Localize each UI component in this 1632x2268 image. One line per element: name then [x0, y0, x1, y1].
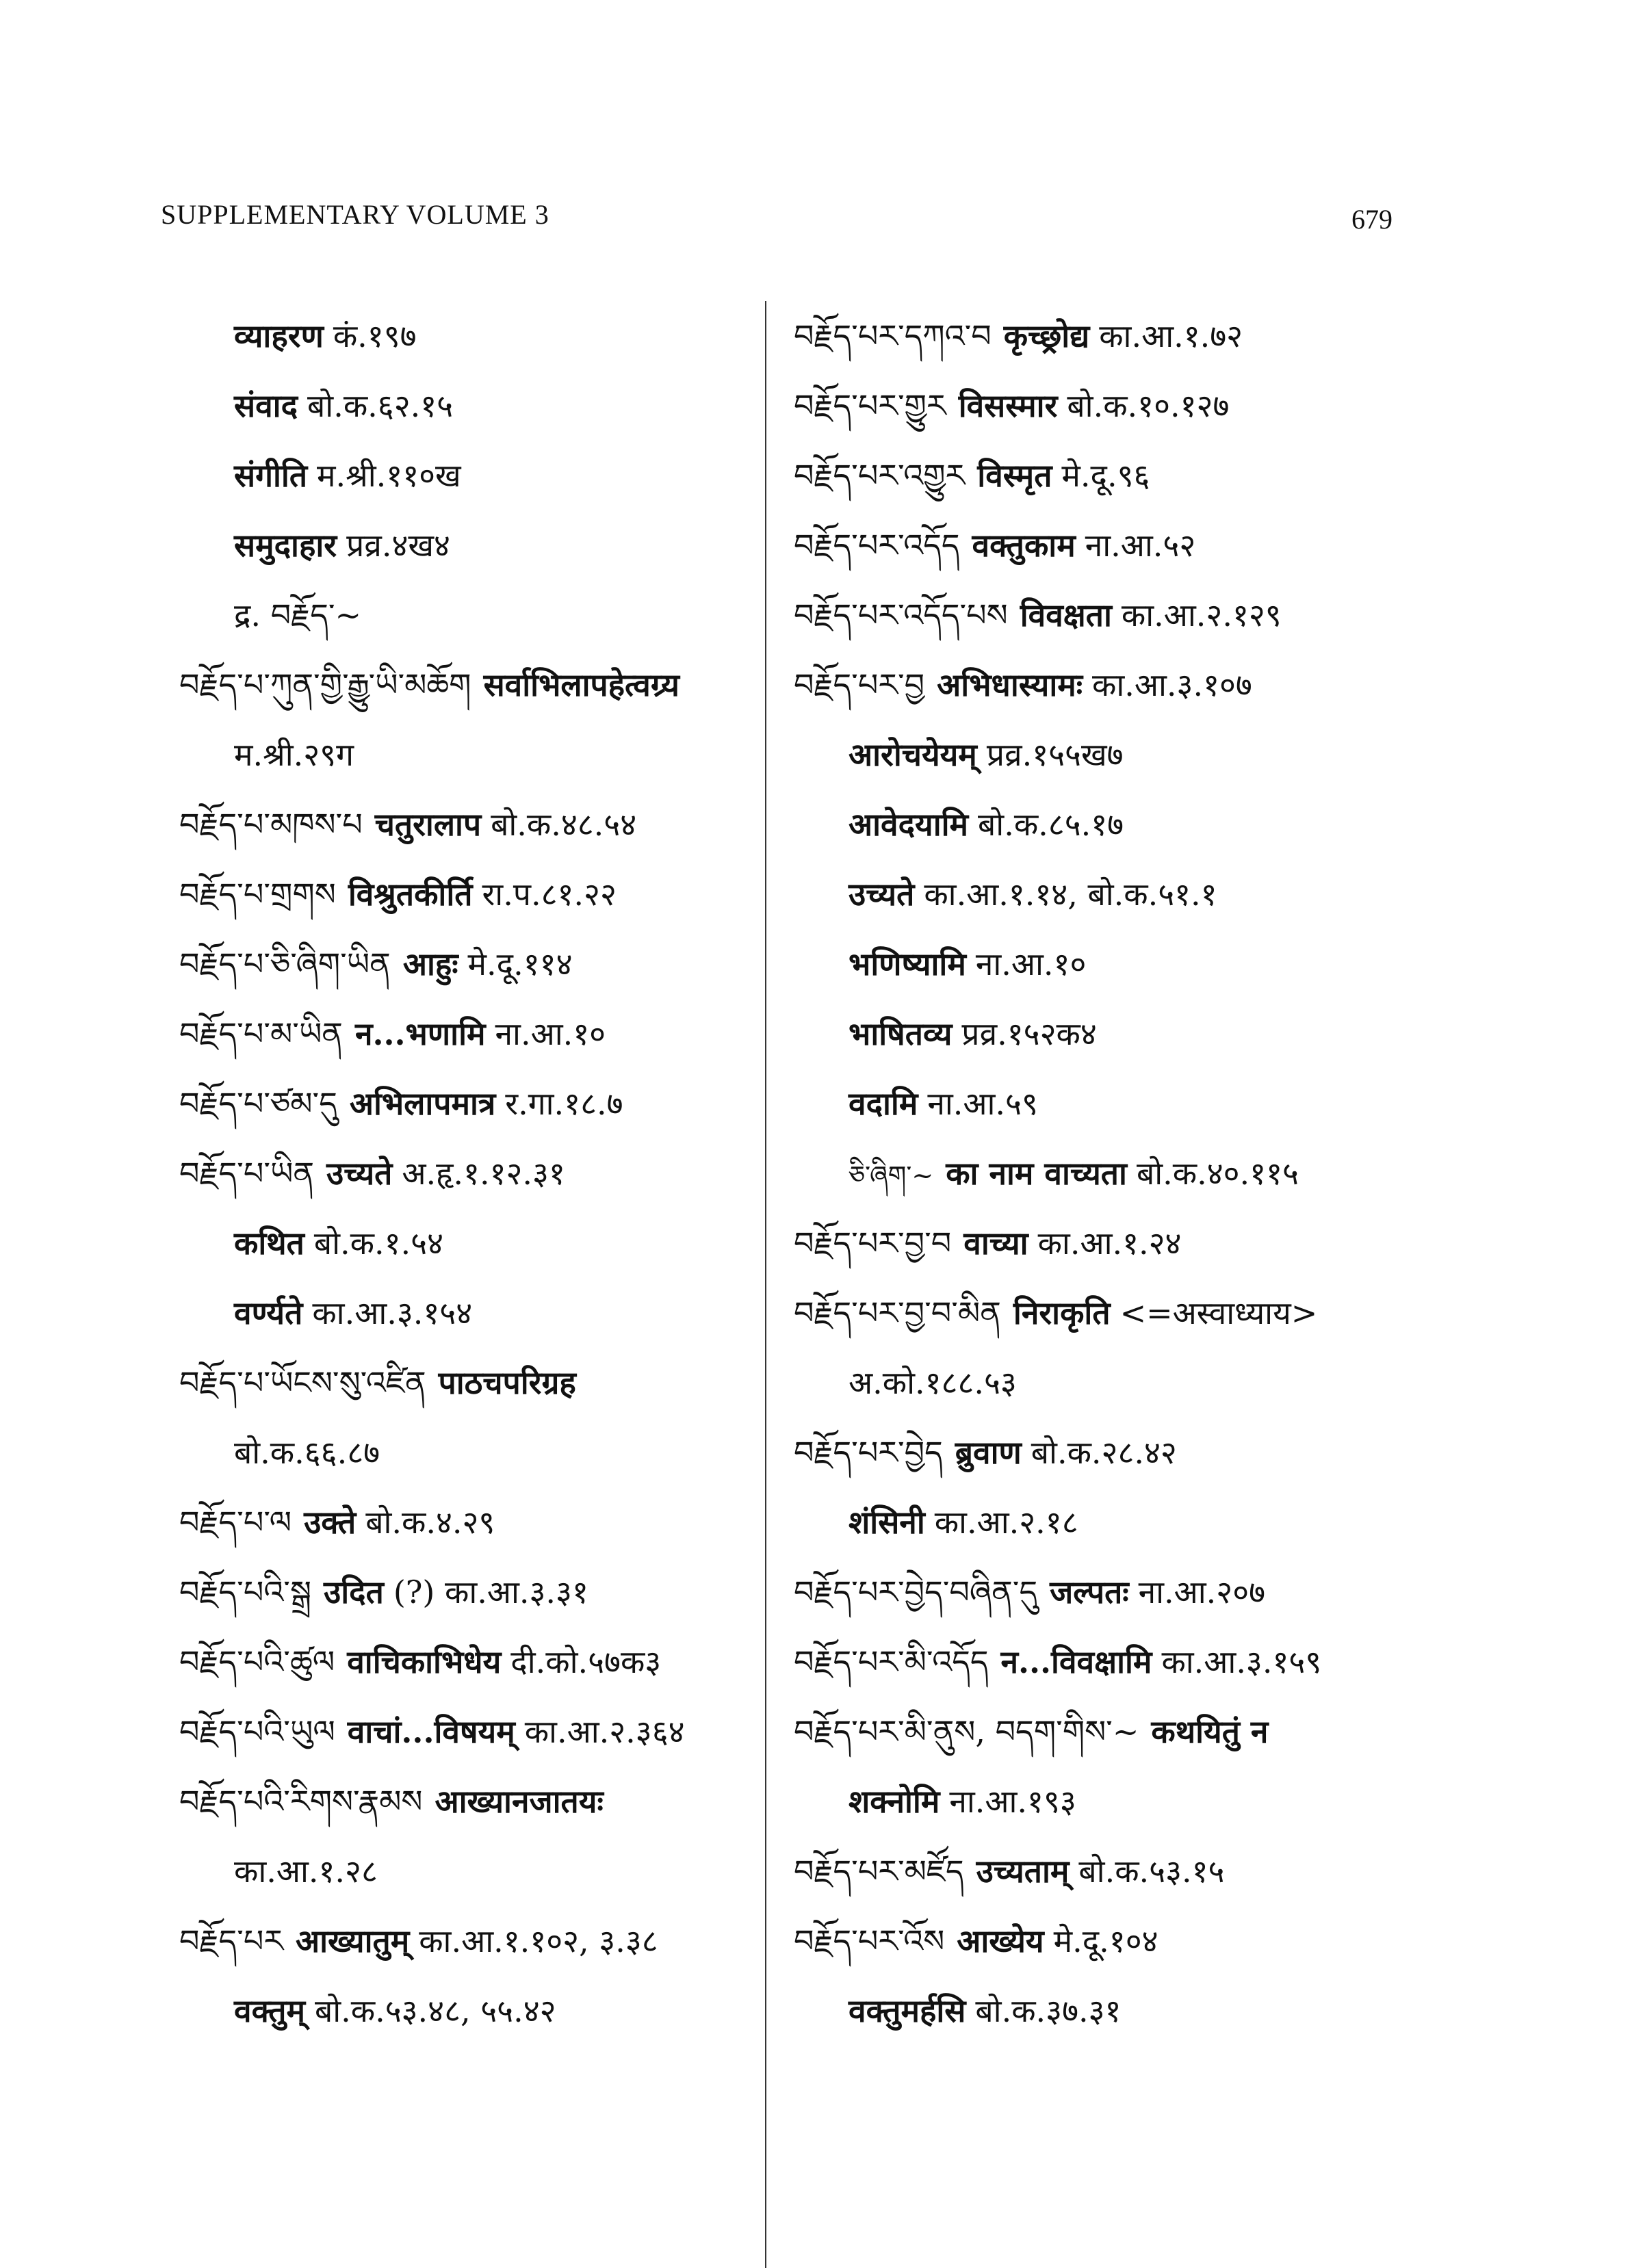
dictionary-entry [179, 301, 829, 371]
entry-tibetan-headword: བརྗོད་པའི་ཡུལ [179, 1713, 335, 1750]
dictionary-entry [794, 1976, 1437, 2046]
entry-reference: बो.क.५३.१५ [1078, 1853, 1225, 1890]
entry-sanskrit-term: आख्येय [957, 1922, 1044, 1959]
entry-sanskrit-term: कृच्छ्रोद्य [1003, 317, 1090, 354]
dictionary-entry [794, 1278, 1437, 1348]
entry-tibetan-headword: བརྗོད་པར་འོས [794, 1922, 945, 1959]
dictionary-entry [179, 371, 829, 441]
entry-sanskrit-term: समुदाहार [234, 527, 337, 564]
entry-tibetan-headword: བརྗོད་པར་འདོད་པས [794, 597, 1008, 634]
entry-reference: बो.क.८५.१७ [978, 806, 1124, 843]
entry-reference: र.गा.१८.७ [505, 1085, 623, 1122]
entry-sanskrit-term: कथित [234, 1225, 305, 1262]
entry-reference: ना.आ.१० [975, 946, 1087, 982]
entry-sanskrit-term: जल्पतः [1050, 1574, 1129, 1611]
entry-tibetan-headword: བརྗོད་པར [179, 1922, 283, 1959]
entry-reference: मे.दू.९६ [1061, 457, 1150, 494]
entry-reference: ना.आ.५२ [1085, 527, 1196, 564]
entry-tibetan-headword: བརྗོད་པར་བྱེད [794, 1434, 943, 1471]
entry-sanskrit-term: भाषितव्य [849, 1015, 953, 1052]
entry-sanskrit-term: अभिलापमात्र [349, 1085, 496, 1122]
dictionary-entry [179, 1697, 829, 1767]
entry-reference: बो.क.१.५४ [313, 1225, 443, 1262]
dictionary-entry [794, 999, 1437, 1069]
entry-sanskrit-term: आवेदयामि [849, 806, 969, 843]
entry-sanskrit-term: उदित [324, 1574, 384, 1611]
entry-sanskrit-term: उक्ते [304, 1504, 357, 1541]
dictionary-entry [179, 650, 829, 720]
entry-reference: बो.क.३७.३१ [975, 1992, 1122, 2029]
dictionary-entry [179, 720, 829, 790]
entry-sanskrit-term: न...भणामि [354, 1015, 486, 1052]
dictionary-entry [179, 1138, 829, 1208]
entry-tibetan-headword: བརྗོད་པའི་སྒྲ [179, 1574, 312, 1611]
entry-tibetan-headword: བརྗོད་པ་ཀུན་གྱི་རྒྱུ་ཡི་མཆོག [179, 666, 471, 703]
dictionary-entry [179, 1976, 829, 2046]
dictionary-entry [179, 929, 829, 999]
entry-tibetan-headword: བརྗོད་པ་མ་ཡིན [179, 1015, 343, 1052]
dictionary-entry [179, 580, 829, 650]
entry-sanskrit-term: वक्तुकाम [972, 527, 1076, 564]
entry-sanskrit-term: आख्यानजातयः [435, 1783, 604, 1820]
dictionary-entry [179, 1767, 829, 1836]
entry-reference: अ.को.१८८.५३ [849, 1364, 1017, 1401]
entry-reference: प्रव्र.१५५ख७ [986, 736, 1124, 773]
entry-reference: का.आ.१.१४, बो.क.५१.१ [924, 876, 1217, 913]
dictionary-entry [794, 859, 1437, 929]
entry-sanskrit-term: वक्तुम् [234, 1992, 305, 2029]
dictionary-entry [794, 790, 1437, 859]
entry-sanskrit-term: शंसिनी [849, 1504, 925, 1541]
dictionary-entry [794, 371, 1437, 441]
dictionary-entry [794, 1627, 1437, 1697]
entry-tibetan-headword: བརྗོད་པར་མཛོད [794, 1853, 964, 1890]
entry-reference: मे.दू.१०४ [1053, 1922, 1158, 1959]
dictionary-entry [794, 1767, 1437, 1836]
entry-tibetan-headword: བརྗོད་པའི་ཚུལ [179, 1643, 335, 1680]
dictionary-entry [179, 1418, 829, 1487]
dictionary-entry [794, 580, 1437, 650]
entry-reference: ना.आ.२०७ [1138, 1574, 1266, 1611]
entry-tibetan-headword: བརྗོད་པའི་རིགས་རྣམས [179, 1783, 423, 1820]
entry-sanskrit-term: उच्यते [326, 1155, 393, 1192]
entry-sanskrit-term: संगीति [234, 457, 308, 494]
dictionary-entry [794, 1138, 1437, 1208]
entry-sanskrit-term: विश्रुतकीर्ति [348, 876, 473, 913]
entry-tibetan-headword: བརྗོད་པར་བྱ་བ་མིན [794, 1294, 1001, 1331]
entry-reference: बो.क.६२.१५ [307, 387, 454, 424]
dictionary-entry [179, 1208, 829, 1278]
dictionary-entry [794, 1697, 1437, 1767]
right-column [794, 301, 1437, 2046]
entry-tibetan-headword: བརྗོད་པར་མི་འདོད [794, 1643, 989, 1680]
entry-tibetan-headword: བརྗོད་པ་ཅི་ཞིག་ཡིན [179, 946, 391, 982]
dictionary-entry [179, 510, 829, 580]
entry-reference: <=अस्वाध्याय> [1119, 1294, 1318, 1331]
dictionary-entry [794, 1069, 1437, 1138]
entry-sanskrit-term: आख्यातुम् [295, 1922, 410, 1959]
entry-sanskrit-term: सर्वाभिलापहेत्वग्र्य [483, 666, 679, 703]
entry-tibetan-headword: བརྗོད་པ་ཡིན [179, 1155, 315, 1192]
dictionary-entry [179, 859, 829, 929]
entry-reference: बो.क.१०.१२७ [1067, 387, 1230, 424]
entry-reference: का.आ.२.३६४ [524, 1713, 685, 1750]
dictionary-entry [179, 1836, 829, 1906]
entry-sanskrit-term: वाचिकाभिधेय [347, 1643, 502, 1680]
entry-reference: मे.दू.११४ [467, 946, 573, 982]
entry-reference: ना.आ.१९३ [949, 1783, 1076, 1820]
entry-reference: प्रव्र.१५२क४ [961, 1015, 1097, 1052]
running-head: SUPPLEMENTARY VOLUME 3 [161, 199, 549, 230]
dictionary-entry [794, 301, 1437, 371]
dictionary-entry [179, 1627, 829, 1697]
entry-reference: का.आ.२.१२९ [1121, 597, 1282, 634]
entry-sanskrit-term: वाच्या [963, 1225, 1028, 1262]
entry-tibetan-headword: द्र. བརྗོད་~ [234, 597, 362, 634]
dictionary-entry [794, 1208, 1437, 1278]
entry-sanskrit-term: विवक्षता [1020, 597, 1112, 634]
dictionary-entry [179, 1487, 829, 1557]
column-divider [765, 301, 766, 2268]
entry-reference: म.श्री.११०ख [317, 457, 461, 494]
entry-sanskrit-term: निराकृति [1013, 1294, 1111, 1331]
entry-tibetan-headword: བརྗོད་པ་ཙམ་དུ [179, 1085, 337, 1122]
entry-tibetan-headword: བརྗོད་པ་ལ [179, 1504, 292, 1541]
entry-sanskrit-term: न...विवक्षामि [1000, 1643, 1152, 1680]
entry-tibetan-headword: ཅི་ཞིག་~ [849, 1160, 934, 1190]
page-number: 679 [1351, 204, 1393, 235]
entry-reference: का.आ.३.१०७ [1092, 666, 1252, 703]
entry-tibetan-headword: བརྗོད་པར་འདོད [794, 527, 960, 564]
dictionary-entry [179, 999, 829, 1069]
dictionary-entry [794, 510, 1437, 580]
entry-sanskrit-term: विस्मृत [977, 457, 1052, 494]
entry-reference: दी.को.५७क३ [510, 1643, 662, 1680]
entry-reference: बो.क.४०.११५ [1136, 1155, 1299, 1192]
dictionary-entry [179, 1906, 829, 1976]
entry-sanskrit-term: कथयितुं न [1151, 1713, 1269, 1750]
entry-reference: बो.क.२८.४२ [1031, 1434, 1177, 1471]
dictionary-entry [179, 790, 829, 859]
entry-reference: का.आ.३.१५९ [1161, 1643, 1322, 1680]
entry-tibetan-headword: བརྗོད་པར་བྱ་བ [794, 1225, 952, 1262]
entry-reference: का.आ.२.१८ [934, 1504, 1078, 1541]
entry-reference: का.आ.१.१०२, ३.३८ [419, 1922, 658, 1959]
entry-sanskrit-term: आरोचयेयम् [849, 736, 977, 773]
dictionary-entry [794, 1418, 1437, 1487]
dictionary-entry [794, 929, 1437, 999]
entry-reference: का.आ.३.१५४ [312, 1294, 473, 1331]
entry-reference: प्रव्र.४ख४ [346, 527, 450, 564]
entry-sanskrit-term: का नाम वाच्यता [946, 1155, 1127, 1192]
dictionary-entry [794, 441, 1437, 510]
entry-reference: कं.१९७ [333, 317, 417, 354]
entry-reference: बो.क.६६.८७ [234, 1434, 380, 1471]
left-column [179, 301, 829, 2046]
dictionary-entry [179, 1069, 829, 1138]
entry-sanskrit-term: भणिष्यामि [849, 946, 966, 982]
entry-reference: रा.प.८१.२२ [482, 876, 617, 913]
entry-sanskrit-term: उच्यते [849, 876, 915, 913]
entry-sanskrit-term: वर्ण्यते [234, 1294, 303, 1331]
dictionary-entry [179, 1348, 829, 1418]
entry-sanskrit-term: विसस्मार [958, 387, 1058, 424]
dictionary-entry [179, 1557, 829, 1627]
dictionary-entry [179, 1278, 829, 1348]
entry-sanskrit-term: संवाद [234, 387, 298, 424]
entry-tibetan-headword: བརྗོད་པར་བྱེད་བཞིན་དུ [794, 1574, 1038, 1611]
entry-tibetan-headword: བརྗོད་པ་མཁས་པ [179, 806, 363, 843]
entry-reference: बो.क.५३.४८, ५५.४२ [314, 1992, 556, 2029]
entry-reference: का.आ.१.२४ [1037, 1225, 1182, 1262]
dictionary-entry [794, 1557, 1437, 1627]
entry-sanskrit-term: वदामि [849, 1085, 918, 1122]
dictionary-entry [794, 1906, 1437, 1976]
entry-reference: ना.आ.५९ [927, 1085, 1038, 1122]
entry-reference: बो.क.४.२९ [365, 1504, 495, 1541]
entry-tibetan-headword: བརྗོད་པར་འགྱུར [794, 457, 966, 494]
entry-sanskrit-term: उच्यताम् [976, 1853, 1070, 1890]
entry-reference: (?) का.आ.३.३१ [393, 1574, 588, 1611]
entry-reference: का.आ.१.७२ [1099, 317, 1243, 354]
entry-sanskrit-term: व्याहरण [234, 317, 324, 354]
entry-reference: अ.हृ.१.१२.३१ [402, 1155, 565, 1192]
entry-tibetan-headword: བརྗོད་པ་ཡོངས་སུ་འཛིན [179, 1364, 426, 1401]
dictionary-entry [179, 441, 829, 510]
entry-reference: बो.क.४८.५४ [491, 806, 637, 843]
entry-sanskrit-term: वक्तुमर्हसि [849, 1992, 966, 2029]
dictionary-entry [794, 720, 1437, 790]
entry-sanskrit-term: वाचां...विषयम् [347, 1713, 515, 1750]
dictionary-entry [794, 1836, 1437, 1906]
entry-sanskrit-term: ब्रुवाण [955, 1434, 1022, 1471]
entry-reference: ना.आ.१० [495, 1015, 606, 1052]
entry-sanskrit-term: पाठचपरिग्रह [438, 1364, 576, 1401]
entry-sanskrit-term: चतुरालाप [374, 806, 482, 843]
entry-sanskrit-term: आहुः [402, 946, 458, 982]
entry-tibetan-headword: བརྗོད་པར་མི་ནུས, བདག་གིས་~ [794, 1713, 1139, 1750]
entry-tibetan-headword: བརྗོད་པར་གྱུར [794, 387, 946, 424]
entry-reference: का.आ.१.२८ [234, 1853, 378, 1890]
dictionary-entry [794, 1348, 1437, 1418]
dictionary-entry [794, 1487, 1437, 1557]
entry-tibetan-headword: བརྗོད་པར་དཀའ་བ [794, 317, 992, 354]
entry-sanskrit-term: अभिधास्यामः [937, 666, 1083, 703]
entry-reference: म.श्री.२९ग [234, 736, 354, 773]
dictionary-entry [794, 650, 1437, 720]
entry-sanskrit-term: शक्नोमि [849, 1783, 940, 1820]
entry-tibetan-headword: བརྗོད་པར་བྱ [794, 666, 925, 703]
entry-tibetan-headword: བརྗོད་པ་གྲགས [179, 876, 336, 913]
